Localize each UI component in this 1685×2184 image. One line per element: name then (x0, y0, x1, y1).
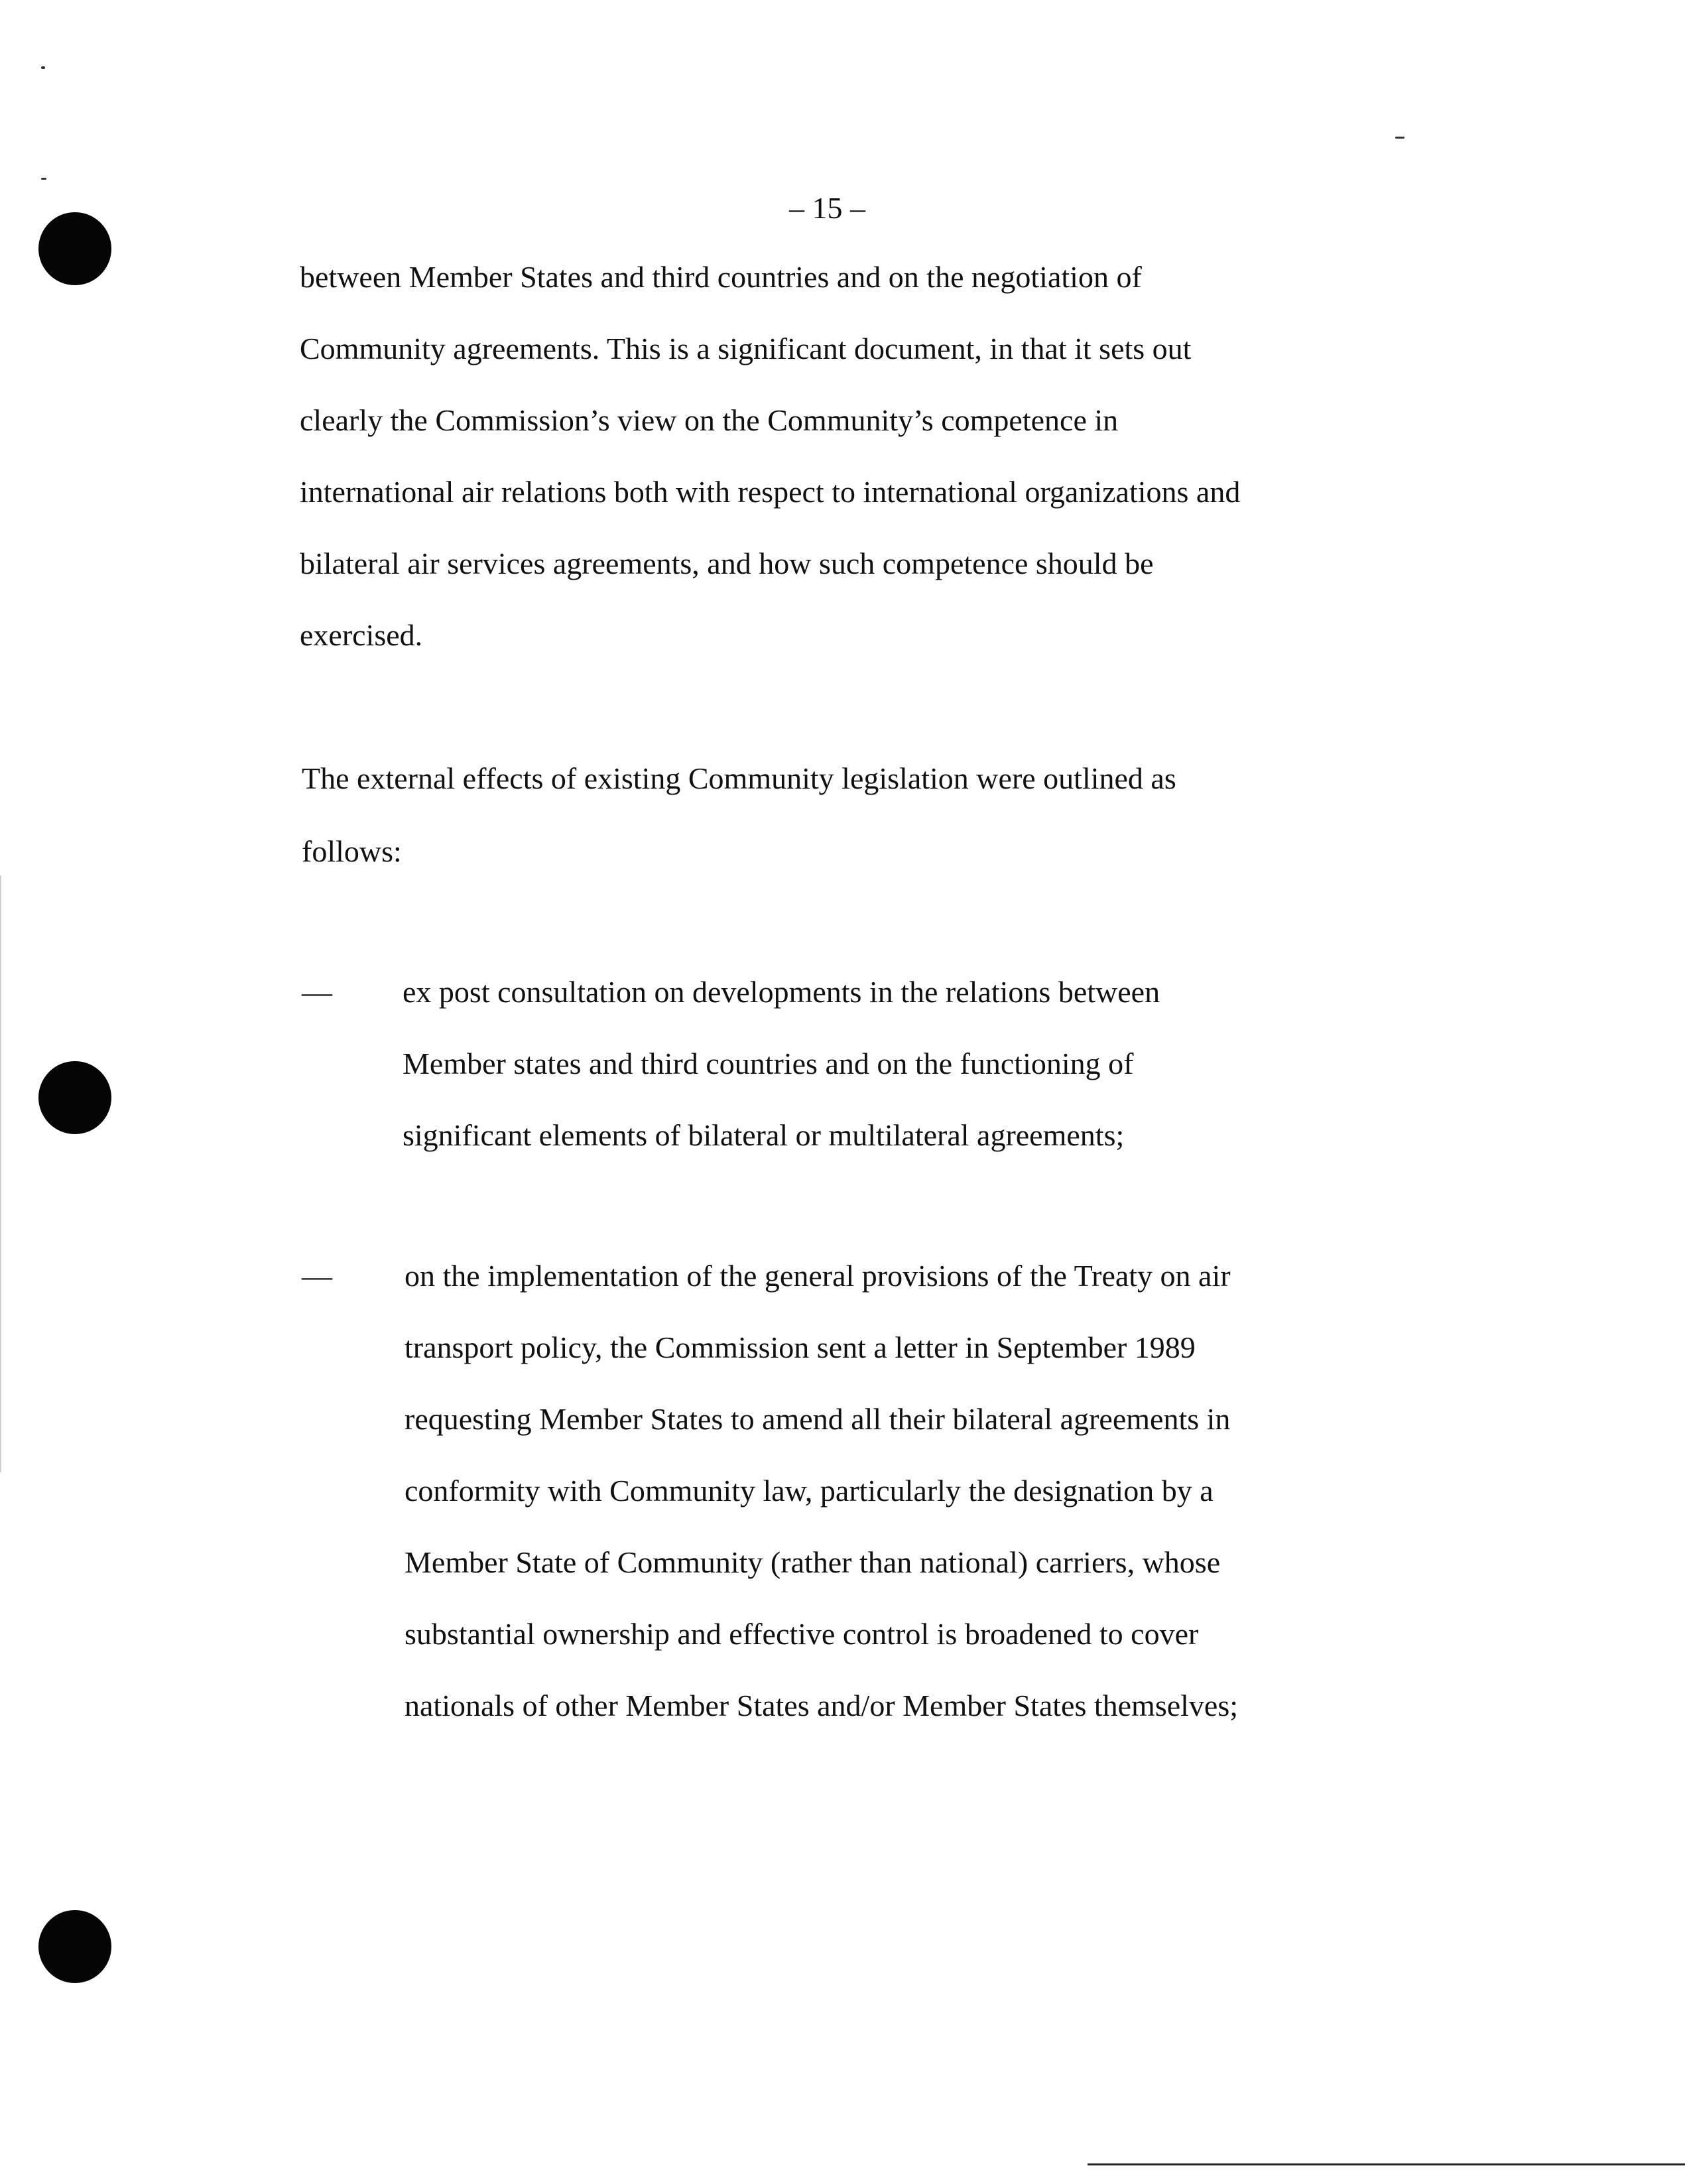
list-item-2-line: substantial ownership and effective control is broadened to cover (405, 1617, 1199, 1651)
list-item-2-line: Member State of Community (rather than national) carriers, whose (405, 1545, 1221, 1579)
paragraph-1-line: between Member States and third countries and on the negotiation of (300, 260, 1142, 294)
scan-speck (41, 66, 45, 69)
scan-edge (0, 875, 1, 1472)
list-item-2-line: on the implementation of the general provisions of the Treaty on air (405, 1259, 1231, 1293)
list-marker: — (302, 975, 332, 1009)
list-item-1-line: Member states and third countries and on the functioning of (403, 1047, 1134, 1080)
paragraph-2-line: follows: (302, 834, 402, 868)
scan-speck (1395, 137, 1404, 139)
page-number: – 15 – (789, 191, 865, 225)
paragraph-1-line: exercised. (300, 618, 423, 652)
list-item-2-line: nationals of other Member States and/or Member States themselves; (405, 1689, 1239, 1722)
scan-speck (41, 178, 46, 180)
paragraph-1-line: international air relations both with respect to international organizations and (300, 475, 1241, 509)
paragraph-1-line: Community agreements. This is a significant document, in that it sets out (300, 332, 1192, 365)
list-item-2-line: transport policy, the Commission sent a letter in September 1989 (405, 1330, 1196, 1364)
paragraph-1-line: clearly the Commission’s view on the Community’s competence in (300, 403, 1119, 437)
list-item-2-line: conformity with Community law, particularly the designation by a (405, 1474, 1214, 1508)
list-item-1-line: ex post consultation on developments in the relations between (403, 975, 1160, 1009)
list-item-1-line: significant elements of bilateral or multilateral agreements; (403, 1118, 1125, 1152)
bottom-rule (1088, 2163, 1685, 2165)
punch-hole (38, 212, 111, 285)
list-marker: — (302, 1259, 332, 1293)
paragraph-1-line: bilateral air services agreements, and how such competence should be (300, 546, 1154, 580)
punch-hole (38, 1061, 111, 1134)
paragraph-2-line: The external effects of existing Community legislation were outlined as (302, 761, 1176, 795)
punch-hole (38, 1910, 111, 1983)
list-item-2-line: requesting Member States to amend all their bilateral agreements in (405, 1402, 1231, 1436)
